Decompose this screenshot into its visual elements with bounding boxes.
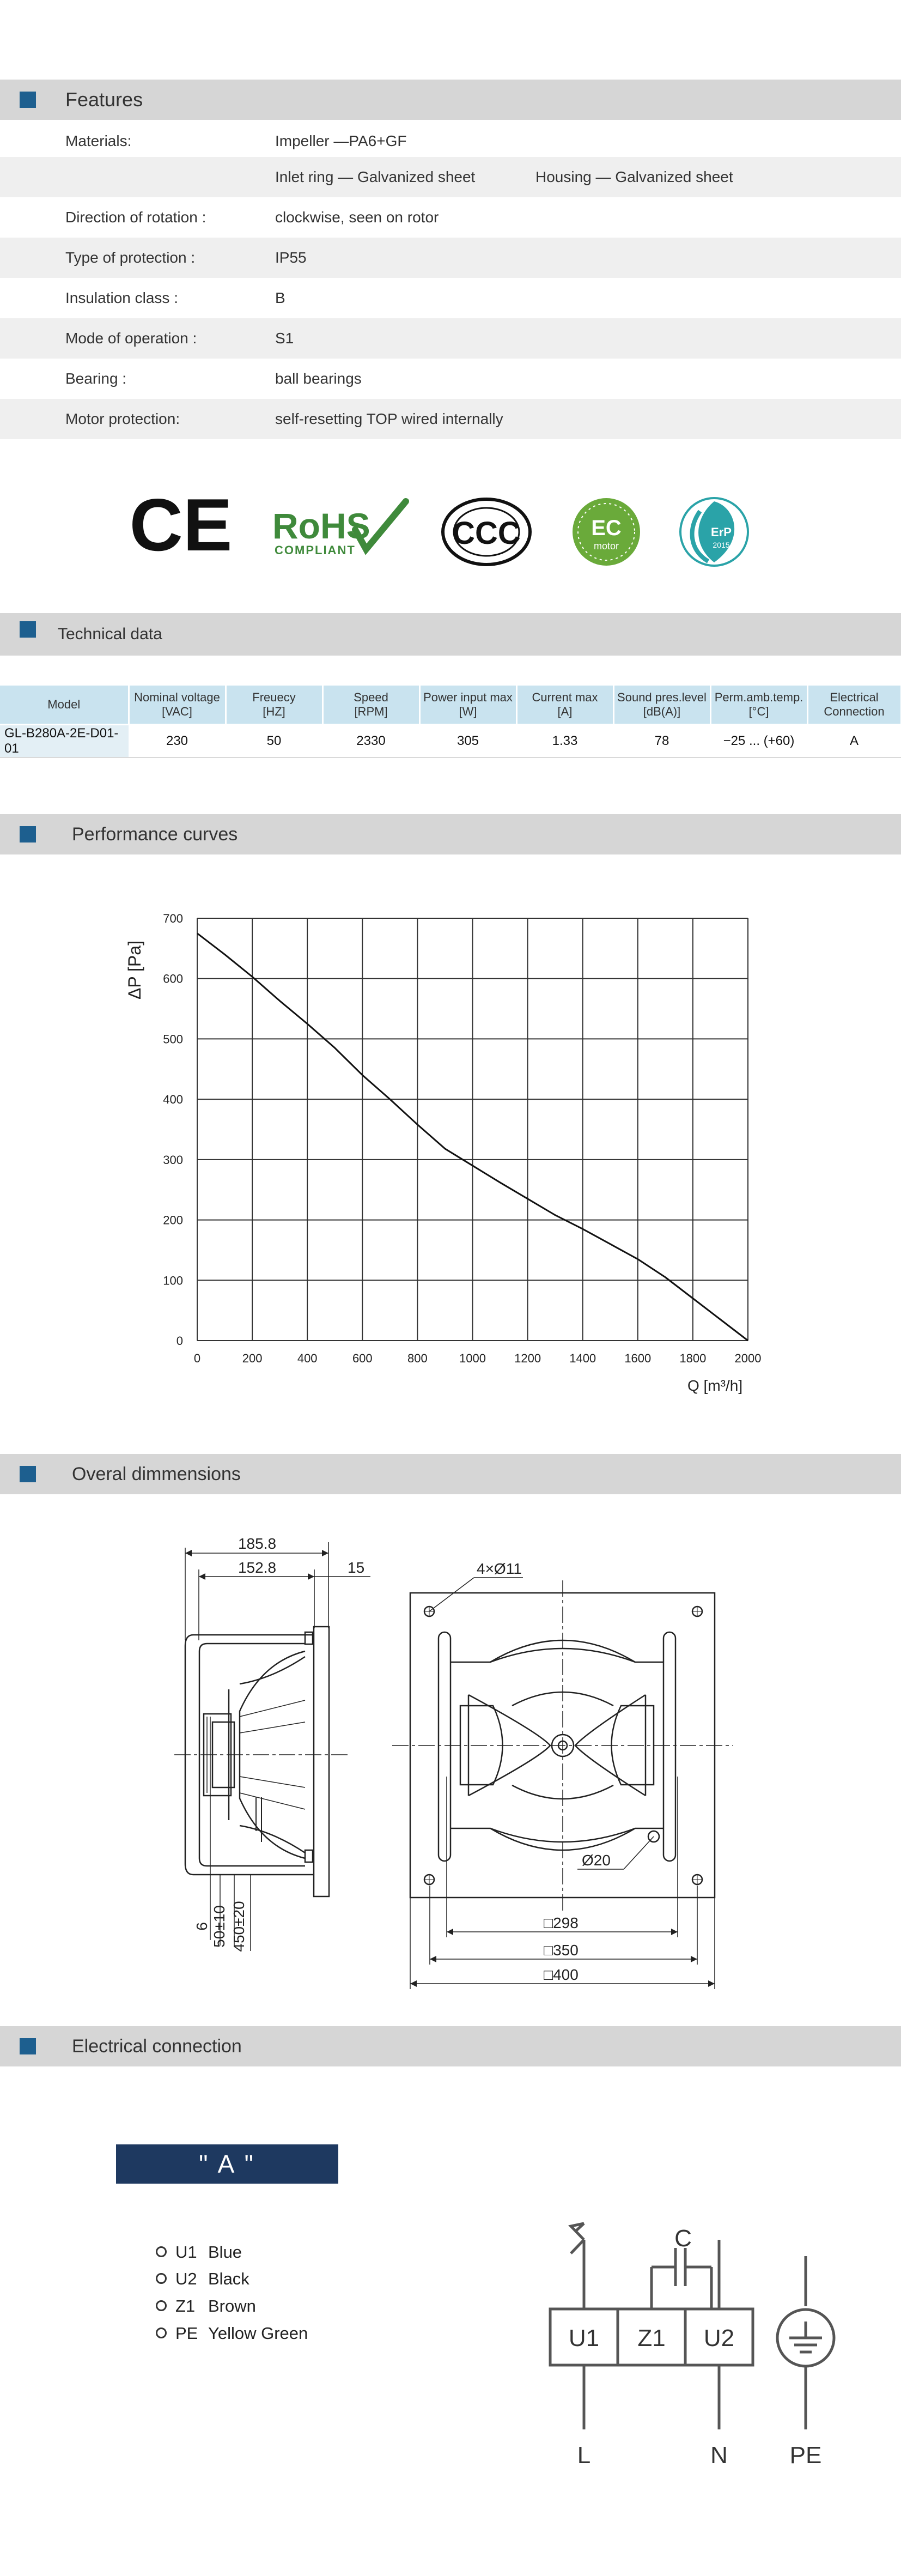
dim-label: 15	[348, 1559, 365, 1576]
feature-value: clockwise, seen on rotor	[275, 209, 439, 226]
section-marker	[20, 621, 36, 638]
electrical-title: Electrical connection	[72, 2036, 242, 2057]
dimensions-title: Overal dimmensions	[72, 1464, 241, 1484]
svg-text:motor: motor	[593, 541, 619, 551]
section-marker	[20, 1466, 36, 1482]
electrical-header	[0, 2026, 901, 2066]
x-tick-label: 400	[297, 1351, 318, 1365]
feature-row	[0, 121, 901, 161]
wiring-diagram	[0, 2213, 901, 2474]
ce-logo	[130, 483, 233, 566]
dim-label: □400	[544, 1966, 579, 1983]
table-header-cell: Sound pres.level [dB(A)]	[613, 686, 710, 725]
y-tick-label: 400	[163, 1093, 183, 1107]
legend-item: PE Yellow Green	[156, 2324, 308, 2343]
table-header-cell: Power input max [W]	[419, 686, 516, 725]
line-label: N	[710, 2442, 728, 2469]
svg-text:2015: 2015	[713, 541, 730, 549]
dimension-drawing	[0, 1515, 901, 1995]
feature-value: Impeller —PA6+GF	[275, 132, 407, 149]
table-cell: 78	[613, 725, 710, 758]
feature-key: Type of protection :	[65, 249, 196, 266]
table-cell: 50	[226, 725, 322, 758]
svg-text:ErP: ErP	[711, 525, 732, 539]
feature-value: ball bearings	[275, 370, 362, 387]
x-tick-label: 2000	[734, 1351, 762, 1365]
table-cell: 230	[129, 725, 226, 758]
x-tick-label: 0	[193, 1351, 201, 1365]
table-header-cell: Model	[0, 686, 129, 725]
y-tick-label: 0	[176, 1334, 183, 1348]
line-label: L	[577, 2442, 591, 2469]
capacitor-label: C	[674, 2225, 692, 2252]
feature-row	[0, 238, 901, 278]
feature-value: self-resetting TOP wired internally	[275, 410, 503, 427]
svg-text:CCC: CCC	[452, 516, 521, 551]
feature-key: Insulation class :	[65, 289, 178, 306]
dim-label: Ø20	[582, 1852, 611, 1869]
dim-label: □298	[544, 1914, 579, 1931]
terminal-label: Z1	[637, 2325, 666, 2351]
technical-data-table	[0, 686, 901, 758]
feature-key: Direction of rotation :	[65, 209, 206, 226]
feature-row	[0, 157, 901, 197]
feature-value-secondary: Housing — Galvanized sheet	[535, 168, 733, 185]
connection-badge-label: " A "	[199, 2150, 255, 2178]
y-tick-label: 100	[163, 1274, 183, 1288]
svg-text:EC: EC	[591, 516, 622, 540]
y-tick-label: 600	[163, 972, 183, 986]
table-header-cell: Nominal voltage [VAC]	[129, 686, 226, 725]
table-cell: 2330	[322, 725, 419, 758]
feature-value: S1	[275, 330, 294, 347]
svg-text:RoHS: RoHS	[272, 506, 370, 546]
side-view	[174, 1542, 370, 1951]
feature-key: Bearing :	[65, 370, 127, 387]
feature-row	[0, 318, 901, 359]
table-header-cell: Perm.amb.temp. [°C]	[710, 686, 807, 725]
feature-row	[0, 197, 901, 238]
feature-key: Materials:	[65, 132, 132, 149]
dim-label: □350	[544, 1942, 579, 1959]
erp-logo	[680, 498, 748, 566]
x-tick-label: 600	[352, 1351, 373, 1365]
performance-header	[0, 814, 901, 854]
legend-item: U1 Blue	[156, 2242, 242, 2262]
dim-label: 152.8	[238, 1559, 277, 1576]
table-cell-model: GL-B280A-2E-D01-01	[0, 725, 129, 758]
terminal-label: U2	[703, 2325, 735, 2351]
x-tick-label: 1400	[569, 1351, 596, 1365]
legend-item: U2 Black	[156, 2269, 249, 2289]
table-cell: A	[807, 725, 901, 758]
svg-text:CE: CE	[129, 483, 233, 566]
rohs-logo	[272, 501, 406, 557]
dim-label: 4×Ø11	[477, 1560, 522, 1577]
dimensions-header	[0, 1454, 901, 1494]
y-tick-label: 300	[163, 1153, 183, 1167]
table-header-row	[0, 686, 901, 725]
features-header	[0, 80, 901, 120]
y-tick-label: 200	[163, 1213, 183, 1227]
performance-chart	[0, 894, 901, 1417]
feature-value: B	[275, 289, 285, 306]
table-header-cell: Current max [A]	[516, 686, 613, 725]
feature-key: Motor protection:	[65, 410, 180, 427]
table-cell: 1.33	[516, 725, 613, 758]
legend-item: Z1 Brown	[156, 2296, 256, 2316]
feature-row	[0, 278, 901, 318]
table-header-cell: Freuecy [HZ]	[226, 686, 322, 725]
feature-value: Inlet ring — Galvanized sheet	[275, 168, 476, 185]
table-cell: −25 ... (+60)	[710, 725, 807, 758]
svg-text:COMPLIANT: COMPLIANT	[275, 543, 356, 557]
performance-title: Performance curves	[72, 824, 238, 845]
feature-row	[0, 399, 901, 439]
x-tick-label: 800	[407, 1351, 428, 1365]
table-cell: 305	[419, 725, 516, 758]
x-tick-label: 1800	[679, 1351, 707, 1365]
technical-title: Technical data	[58, 625, 162, 643]
ccc-logo	[443, 499, 530, 565]
chart-x-axis-label: Q [m³/h]	[687, 1377, 743, 1394]
section-marker	[20, 2038, 36, 2054]
table-header-cell: Electrical Connection	[807, 686, 901, 725]
x-tick-label: 1200	[514, 1351, 541, 1365]
dim-label: 185.8	[238, 1535, 277, 1552]
dim-label: 450±20	[230, 1901, 247, 1952]
front-view-labels	[477, 1560, 611, 1983]
dim-label: 50±10	[211, 1905, 228, 1948]
x-tick-label: 200	[242, 1351, 263, 1365]
table-row	[0, 725, 901, 758]
y-tick-label: 700	[163, 912, 183, 925]
feature-value: IP55	[275, 249, 307, 266]
terminal-label: U1	[568, 2325, 600, 2351]
line-label: PE	[789, 2442, 822, 2469]
certification-logos	[0, 480, 901, 583]
feature-row	[0, 359, 901, 399]
x-tick-label: 1600	[624, 1351, 652, 1365]
section-marker	[20, 826, 36, 842]
x-tick-label: 1000	[459, 1351, 486, 1365]
feature-key: Mode of operation :	[65, 330, 197, 347]
dim-label: 6	[193, 1922, 210, 1931]
ec-motor-logo	[573, 498, 640, 566]
section-marker	[20, 92, 36, 108]
table-header-cell: Speed [RPM]	[322, 686, 419, 725]
y-tick-label: 500	[163, 1032, 183, 1046]
technical-header	[0, 613, 901, 656]
chart-y-axis-label: ΔP [Pa]	[125, 941, 144, 999]
side-view-labels	[193, 1535, 364, 1952]
features-title: Features	[65, 88, 143, 111]
connection-badge	[116, 2144, 338, 2184]
